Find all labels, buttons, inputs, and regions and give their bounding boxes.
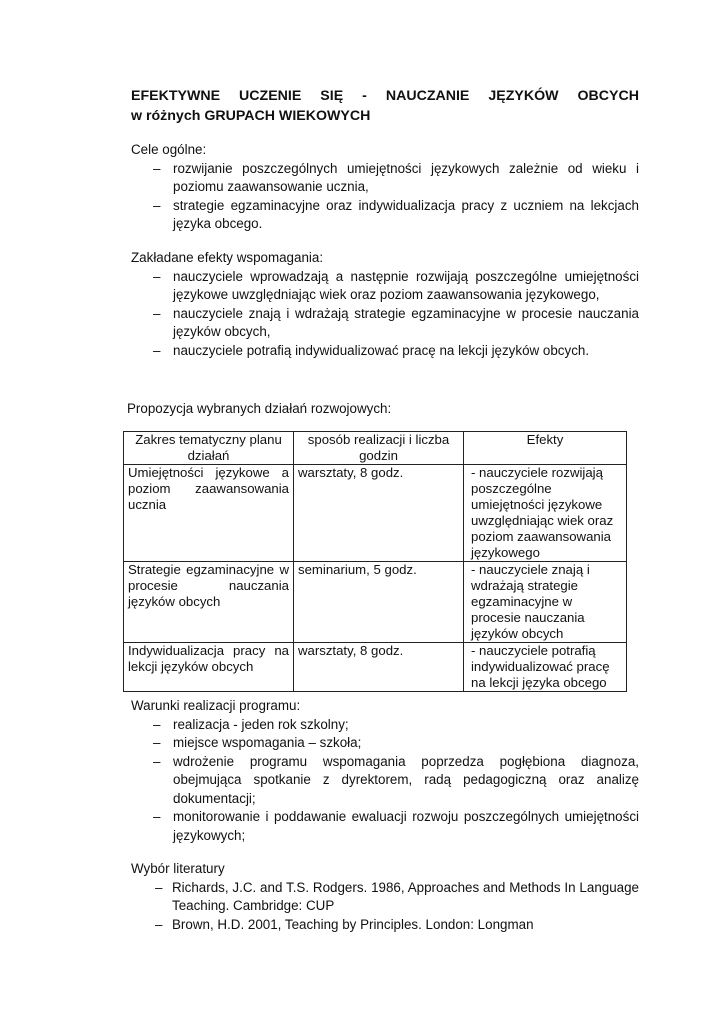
dash-bullet: – xyxy=(153,753,161,769)
document-title xyxy=(131,86,639,126)
table-header-row xyxy=(124,432,627,465)
header-topic: Zakres tematyczny planu działań xyxy=(124,432,294,465)
cell-method: warsztaty, 8 godz. xyxy=(294,643,464,692)
list-item: – rozwijanie poszczególnych umiejętności językowych zależnie od wieku i poziomu zaawansowanie ucznia, xyxy=(153,160,639,194)
proposal-intro: Propozycja wybranych działań rozwojowych: xyxy=(127,401,392,416)
list-item: – realizacja - jeden rok szkolny; xyxy=(131,716,639,735)
dash-bullet: – xyxy=(153,305,161,321)
list-item: – Brown, H.D. 2001, Teaching by Principles. London: Longman xyxy=(131,916,639,935)
list-item: – nauczyciele znają i wdrażają strategie egzaminacyjne w procesie nauczania języków obcych, xyxy=(153,305,639,339)
header-method: sposób realizacji i liczba godzin xyxy=(294,432,464,465)
goals-heading: Cele ogólne: xyxy=(131,142,207,157)
cell-effect: - nauczyciele znają i wdrażają strategie egzaminacyjne w procesie nauczania języków obcych xyxy=(464,562,627,643)
list-item: – strategie egzaminacyjne oraz indywidualizacja pracy z uczniem na lekcjach języka obcego. xyxy=(153,197,639,231)
dash-bullet: – xyxy=(153,716,161,732)
goals-section xyxy=(131,141,639,234)
dash-bullet: – xyxy=(155,916,163,932)
cell-effect: - nauczyciele rozwijają poszczególne umiejętności językowe uwzględniając wiek oraz poziom zaawansowania językowego xyxy=(464,465,627,562)
conditions-heading: Warunki realizacji programu: xyxy=(131,698,301,713)
table-row xyxy=(124,643,627,692)
cell-method: seminarium, 5 godz. xyxy=(294,562,464,643)
literature-section xyxy=(131,860,639,934)
cell-topic: Indywidualizacja pracy na lekcji języków obcych xyxy=(124,643,294,692)
title-line-2: w różnych GRUPACH WIEKOWYCH xyxy=(131,108,371,124)
dash-bullet: – xyxy=(153,342,161,358)
dash-bullet: – xyxy=(153,735,161,750)
table-row xyxy=(124,562,627,643)
development-actions-table xyxy=(123,431,627,692)
dash-bullet: – xyxy=(153,197,161,213)
effects-heading: Zakładane efekty wspomagania: xyxy=(131,250,324,265)
effects-section xyxy=(131,249,639,360)
title-line-1: EFEKTYWNE UCZENIE SIĘ - NAUCZANIE JĘZYKÓW OBCYCH xyxy=(131,88,639,104)
dash-bullet: – xyxy=(153,160,161,176)
literature-heading: Wybór literatury xyxy=(131,861,225,876)
cell-topic: Strategie egzaminacyjne w procesie nauczania języków obcych xyxy=(124,562,294,643)
cell-effect: - nauczyciele potrafią indywidualizować pracę na lekcji języka obcego xyxy=(464,643,627,692)
dash-bullet: – xyxy=(155,879,163,895)
list-item: – nauczyciele wprowadzają a następnie rozwijają poszczególne umiejętności językowe uwzględniając wiek oraz poziom zaawansowania językowego, xyxy=(153,268,639,302)
cell-method: warsztaty, 8 godz. xyxy=(294,465,464,562)
list-item: – Richards, J.C. and T.S. Rodgers. 1986, Approaches and Methods In Language Teaching. Cambridge: CUP xyxy=(155,879,639,913)
list-item: – miejsce wspomagania – szkoła; xyxy=(131,734,639,753)
header-effects: Efekty xyxy=(464,432,627,465)
list-item: – wdrożenie programu wspomagania poprzedza pogłębiona diagnoza, obejmująca spotkanie z dyrektorem, radą pedagogiczną oraz analizę dokumentacji; xyxy=(153,753,639,806)
cell-topic: Umiejętności językowe a poziom zaawansowania ucznia xyxy=(124,465,294,562)
conditions-section xyxy=(131,697,639,845)
dash-bullet: – xyxy=(153,268,161,284)
dash-bullet: – xyxy=(153,809,161,824)
list-item: – nauczyciele potrafią indywidualizować pracę na lekcji języków obcych. xyxy=(131,342,639,361)
table-row xyxy=(124,465,627,562)
list-item: – monitorowanie i poddawanie ewaluacji rozwoju poszczególnych umiejętności językowych; xyxy=(153,809,639,843)
